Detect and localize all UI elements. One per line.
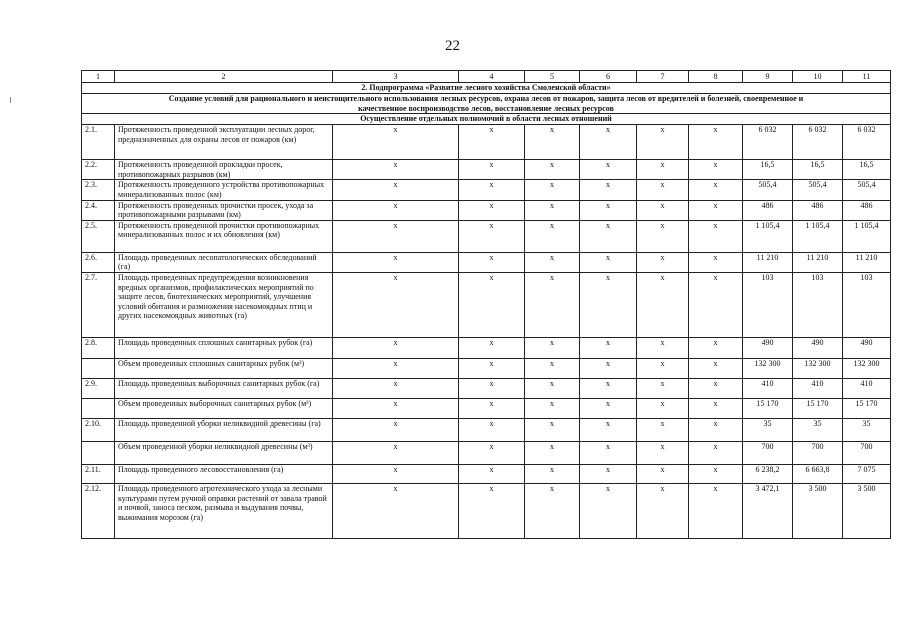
value-col-9: 6 238,2 — [743, 464, 793, 483]
indicator-name: Площадь проведенных выборочных санитарных рубок (га) — [115, 378, 333, 398]
x-mark: x — [637, 272, 689, 337]
value-col-10: 11 210 — [793, 252, 843, 272]
x-mark: x — [525, 272, 580, 337]
row-number — [82, 441, 115, 464]
value-col-11: 132 300 — [843, 358, 891, 378]
x-mark: x — [580, 125, 637, 160]
value-col-9: 6 032 — [743, 125, 793, 160]
indicator-name: Протяженность проведенной прокладки просек, противопожарных разрывов (км) — [115, 160, 333, 180]
table-row — [82, 220, 891, 252]
x-mark: x — [333, 220, 459, 252]
value-col-10: 16,5 — [793, 160, 843, 180]
x-mark: x — [637, 125, 689, 160]
x-mark: x — [459, 418, 525, 441]
value-col-9: 700 — [743, 441, 793, 464]
x-mark: x — [689, 220, 743, 252]
row-number: 2.12. — [82, 483, 115, 538]
indicator-name: Площадь проведенных предупреждения возникновения вредных организмов, профилактических мероприятий по защите лесов, биотехнических мероприятий, улучшения условий обитания и размножения насекомоядных птиц и других насекомоядных животных (га) — [115, 272, 333, 337]
value-col-9: 103 — [743, 272, 793, 337]
x-mark: x — [637, 483, 689, 538]
indicator-name: Площадь проведенной уборки неликвидной древесины (га) — [115, 418, 333, 441]
value-col-9: 11 210 — [743, 252, 793, 272]
row-number: 2.6. — [82, 252, 115, 272]
x-mark: x — [525, 337, 580, 358]
x-mark: x — [689, 464, 743, 483]
value-col-11: 15 170 — [843, 398, 891, 418]
value-col-11: 11 210 — [843, 252, 891, 272]
indicator-name: Объем проведенных выборочных санитарных рубок (м³) — [115, 398, 333, 418]
x-mark: x — [333, 464, 459, 483]
value-col-11: 6 032 — [843, 125, 891, 160]
x-mark: x — [689, 337, 743, 358]
value-col-11: 16,5 — [843, 160, 891, 180]
x-mark: x — [459, 378, 525, 398]
x-mark: x — [689, 358, 743, 378]
row-number: 2.2. — [82, 160, 115, 180]
header-cell: 11 — [843, 71, 891, 83]
table-row — [82, 441, 891, 464]
x-mark: x — [637, 252, 689, 272]
section-row — [82, 114, 891, 125]
x-mark: x — [689, 160, 743, 180]
x-mark: x — [459, 272, 525, 337]
value-col-9: 1 105,4 — [743, 220, 793, 252]
x-mark: x — [689, 441, 743, 464]
x-mark: x — [580, 441, 637, 464]
row-number: 2.5. — [82, 220, 115, 252]
indicator-name: Протяженность проведенного устройства противопожарных минерализованных полос (км) — [115, 180, 333, 200]
x-mark: x — [580, 337, 637, 358]
row-number — [82, 358, 115, 378]
x-mark: x — [689, 398, 743, 418]
indicator-name: Площадь проведенных лесопатологических обследований (га) — [115, 252, 333, 272]
subprogram-title: 2. Подпрограмма «Развитие лесного хозяйства Смоленской области» — [82, 83, 891, 94]
x-mark: x — [580, 160, 637, 180]
table-row — [82, 418, 891, 441]
value-col-10: 6 663,8 — [793, 464, 843, 483]
header-cell: 10 — [793, 71, 843, 83]
indicator-name: Площадь проведенных сплошных санитарных рубок (га) — [115, 337, 333, 358]
x-mark: x — [333, 398, 459, 418]
x-mark: x — [689, 125, 743, 160]
indicator-name: Площадь проведенного лесовосстановления (га) — [115, 464, 333, 483]
x-mark: x — [525, 220, 580, 252]
x-mark: x — [459, 180, 525, 200]
x-mark: x — [525, 200, 580, 220]
x-mark: x — [525, 125, 580, 160]
x-mark: x — [637, 418, 689, 441]
x-mark: x — [459, 200, 525, 220]
value-col-11: 3 500 — [843, 483, 891, 538]
header-cell: 5 — [525, 71, 580, 83]
x-mark: x — [525, 398, 580, 418]
value-col-11: 486 — [843, 200, 891, 220]
x-mark: x — [525, 358, 580, 378]
value-col-9: 3 472,1 — [743, 483, 793, 538]
x-mark: x — [525, 464, 580, 483]
x-mark: x — [459, 483, 525, 538]
x-mark: x — [580, 180, 637, 200]
x-mark: x — [637, 398, 689, 418]
table-row — [82, 464, 891, 483]
row-number: 2.11. — [82, 464, 115, 483]
goal-text — [82, 94, 891, 114]
row-number: 2.10. — [82, 418, 115, 441]
x-mark: x — [525, 160, 580, 180]
x-mark: x — [580, 378, 637, 398]
value-col-9: 132 300 — [743, 358, 793, 378]
x-mark: x — [689, 252, 743, 272]
indicator-name: Объем проведенной уборки неликвидной древесины (м³) — [115, 441, 333, 464]
table-row — [82, 200, 891, 220]
table-row — [82, 398, 891, 418]
value-col-10: 35 — [793, 418, 843, 441]
value-col-10: 3 500 — [793, 483, 843, 538]
table-row — [82, 483, 891, 538]
x-mark: x — [333, 418, 459, 441]
value-col-10: 490 — [793, 337, 843, 358]
x-mark: x — [459, 464, 525, 483]
table-row — [82, 125, 891, 160]
x-mark: x — [580, 418, 637, 441]
value-col-10: 1 105,4 — [793, 220, 843, 252]
table-row — [82, 180, 891, 200]
x-mark: x — [580, 398, 637, 418]
value-col-10: 132 300 — [793, 358, 843, 378]
value-col-11: 505,4 — [843, 180, 891, 200]
value-col-9: 16,5 — [743, 160, 793, 180]
indicator-name: Протяженность проведенных прочистки просек, ухода за противопожарными разрывами (км) — [115, 200, 333, 220]
x-mark: x — [525, 252, 580, 272]
table-row — [82, 378, 891, 398]
value-col-10: 486 — [793, 200, 843, 220]
value-col-11: 490 — [843, 337, 891, 358]
x-mark: x — [459, 160, 525, 180]
x-mark: x — [580, 220, 637, 252]
row-number: 2.1. — [82, 125, 115, 160]
x-mark: x — [689, 180, 743, 200]
subprogram-row — [82, 83, 891, 94]
x-mark: x — [333, 252, 459, 272]
value-col-9: 35 — [743, 418, 793, 441]
x-mark: x — [689, 378, 743, 398]
x-mark: x — [525, 483, 580, 538]
table-row — [82, 160, 891, 180]
x-mark: x — [333, 125, 459, 160]
x-mark: x — [637, 200, 689, 220]
x-mark: x — [333, 272, 459, 337]
x-mark: x — [637, 464, 689, 483]
row-number: 2.4. — [82, 200, 115, 220]
x-mark: x — [459, 125, 525, 160]
indicators-table — [81, 70, 891, 539]
goal-line: Создание условий для рационального и неистощительного использования лесных ресурсов, охрана лесов от пожаров, защита лесов от вредителей и болезней, своевременное и — [168, 94, 804, 103]
value-col-9: 490 — [743, 337, 793, 358]
x-mark: x — [333, 180, 459, 200]
x-mark: x — [580, 358, 637, 378]
row-number — [82, 398, 115, 418]
value-col-11: 1 105,4 — [843, 220, 891, 252]
x-mark: x — [689, 418, 743, 441]
header-cell: 1 — [82, 71, 115, 83]
x-mark: x — [580, 464, 637, 483]
row-number: 2.8. — [82, 337, 115, 358]
row-number: 2.9. — [82, 378, 115, 398]
goal-line: качественное воспроизводство лесов, восстановление лесных ресурсов — [358, 103, 614, 113]
value-col-10: 410 — [793, 378, 843, 398]
x-mark: x — [580, 252, 637, 272]
value-col-11: 35 — [843, 418, 891, 441]
x-mark: x — [580, 272, 637, 337]
header-cell: 3 — [333, 71, 459, 83]
x-mark: x — [525, 441, 580, 464]
x-mark: x — [637, 180, 689, 200]
goal-row — [82, 94, 891, 114]
x-mark: x — [459, 441, 525, 464]
header-cell: 6 — [580, 71, 637, 83]
x-mark: x — [580, 483, 637, 538]
x-mark: x — [333, 337, 459, 358]
x-mark: x — [637, 378, 689, 398]
value-col-11: 410 — [843, 378, 891, 398]
x-mark: x — [459, 220, 525, 252]
indicator-name: Площадь проведенного агротехнического ухода за лесными культурами путем ручной оправки растений от завала травой и почвой, заноса песком, размыва и выдувания почвы, выжимания морозом (га) — [115, 483, 333, 538]
x-mark: x — [459, 398, 525, 418]
value-col-11: 700 — [843, 441, 891, 464]
header-cell: 8 — [689, 71, 743, 83]
x-mark: x — [459, 358, 525, 378]
x-mark: x — [637, 358, 689, 378]
x-mark: x — [637, 337, 689, 358]
x-mark: x — [637, 220, 689, 252]
x-mark: x — [459, 252, 525, 272]
x-mark: x — [525, 180, 580, 200]
table-row — [82, 358, 891, 378]
margin-mark — [10, 97, 11, 103]
row-number: 2.3. — [82, 180, 115, 200]
header-cell: 9 — [743, 71, 793, 83]
indicator-name: Объем проведенных сплошных санитарных рубок (м³) — [115, 358, 333, 378]
x-mark: x — [689, 483, 743, 538]
x-mark: x — [333, 378, 459, 398]
page-number: 22 — [445, 38, 460, 54]
value-col-10: 700 — [793, 441, 843, 464]
x-mark: x — [459, 337, 525, 358]
x-mark: x — [333, 483, 459, 538]
x-mark: x — [333, 160, 459, 180]
x-mark: x — [525, 378, 580, 398]
x-mark: x — [333, 441, 459, 464]
value-col-11: 103 — [843, 272, 891, 337]
x-mark: x — [580, 200, 637, 220]
table-row — [82, 337, 891, 358]
row-number: 2.7. — [82, 272, 115, 337]
value-col-9: 486 — [743, 200, 793, 220]
table-row — [82, 252, 891, 272]
value-col-9: 410 — [743, 378, 793, 398]
x-mark: x — [637, 160, 689, 180]
header-row — [82, 71, 891, 83]
value-col-10: 15 170 — [793, 398, 843, 418]
header-cell: 4 — [459, 71, 525, 83]
x-mark: x — [333, 200, 459, 220]
x-mark: x — [689, 200, 743, 220]
value-col-10: 6 032 — [793, 125, 843, 160]
table-row — [82, 272, 891, 337]
value-col-10: 103 — [793, 272, 843, 337]
value-col-9: 15 170 — [743, 398, 793, 418]
x-mark: x — [333, 358, 459, 378]
value-col-9: 505,4 — [743, 180, 793, 200]
value-col-10: 505,4 — [793, 180, 843, 200]
indicator-name: Протяженность проведенной прочистки противопожарных минерализованных полос и их обновления (км) — [115, 220, 333, 252]
value-col-11: 7 075 — [843, 464, 891, 483]
x-mark: x — [525, 418, 580, 441]
section-title: Осуществление отдельных полномочий в области лесных отношений — [82, 114, 891, 125]
x-mark: x — [637, 441, 689, 464]
x-mark: x — [689, 272, 743, 337]
header-cell: 2 — [115, 71, 333, 83]
indicator-name: Протяженность проведенной эксплуатации лесных дорог, предназначенных для охраны лесов от пожаров (км) — [115, 125, 333, 160]
header-cell: 7 — [637, 71, 689, 83]
